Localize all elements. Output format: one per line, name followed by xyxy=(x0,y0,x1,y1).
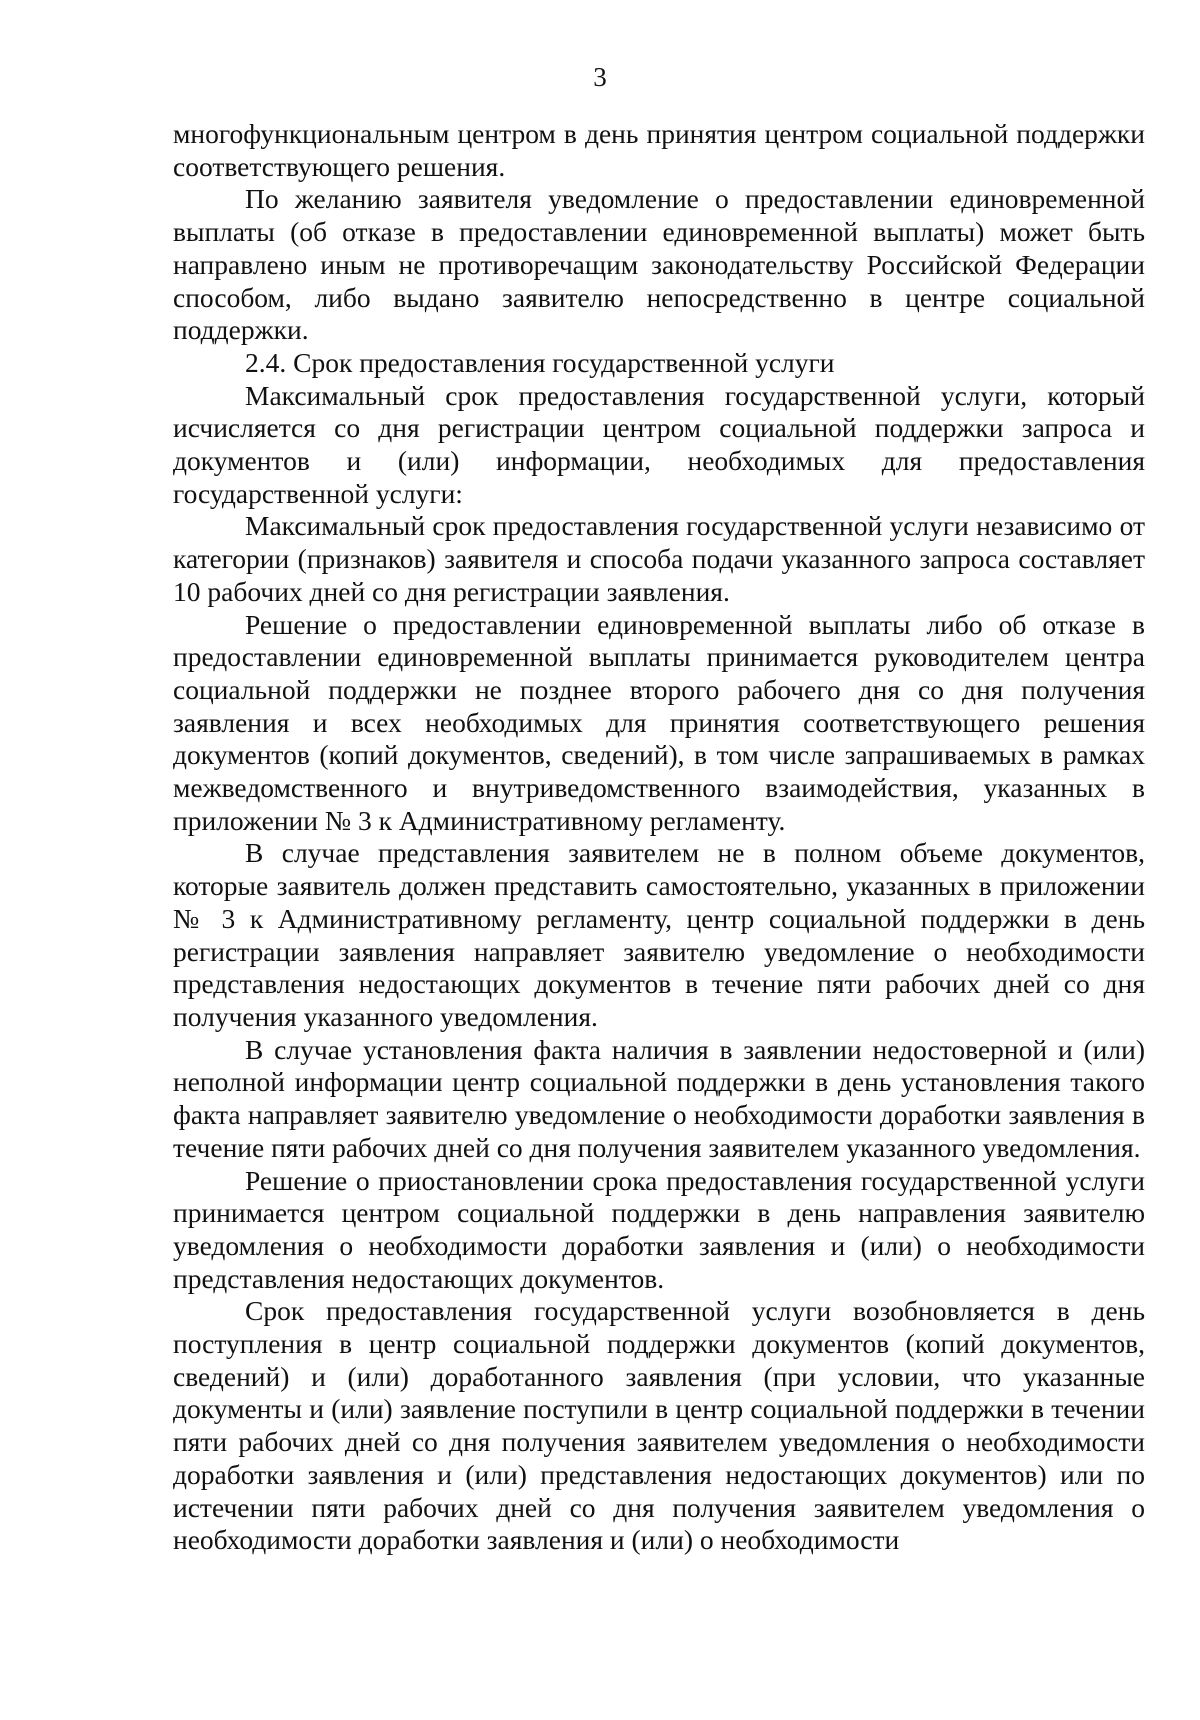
paragraph-term-resumption: Срок предоставления государственной услуги возобновляется в день поступления в центр социальной поддержки документов (копий документов, сведений) и (или) доработанного заявления (при условии, что указанные документы и (или) заявление поступили в центр социальной поддержки в течении пяти рабочих дней со дня получения заявителем уведомления о необходимости доработки заявления и (или) представления недостающих документов) или по истечении пяти рабочих дней со дня получения заявителем уведомления о необходимости доработки заявления и (или) о необходимости xyxy=(173,1295,1145,1556)
paragraph-unreliable-information: В случае установления факта наличия в заявлении недостоверной и (или) неполной информации центр социальной поддержки в день установления такого факта направляет заявителю уведомление о необходимости доработки заявления в течение пяти рабочих дней со дня получения заявителем указанного уведомления. xyxy=(173,1033,1145,1163)
paragraph-suspension-decision: Решение о приостановлении срока предоставления государственной услуги принимается центром социальной поддержки в день направления заявителю уведомления о необходимости доработки заявления и (или) о необходимости представления недостающих документов. xyxy=(173,1164,1145,1294)
paragraph-max-term-value: Максимальный срок предоставления государственной услуги независимо от категории (признаков) заявителя и способа подачи указанного запроса составляет 10 рабочих дней со дня регистрации заявления. xyxy=(173,510,1145,607)
page-number: 3 xyxy=(593,62,607,92)
paragraph-max-term-definition: Максимальный срок предоставления государственной услуги, который исчисляется со дня регистрации центром социальной поддержки запроса и документов и (или) информации, необходимых для предоставления государственной услуги: xyxy=(173,379,1145,509)
paragraph-notification-method: По желанию заявителя уведомление о предоставлении единовременной выплаты (об отказе в предоставлении единовременной выплаты) может быть направлено иным не противоречащим законодательству Российской Федерации способом, либо выдано заявителю непосредственно в центре социальной поддержки. xyxy=(173,183,1145,346)
paragraph-continuation: многофункциональным центром в день принятия центром социальной поддержки соответствующего решения. xyxy=(173,118,1145,182)
paragraph-incomplete-documents: В случае представления заявителем не в полном объеме документов, которые заявитель должен представить самостоятельно, указанных в приложении № 3 к Административному регламенту, центр социальной поддержки в день регистрации заявления направляет заявителю уведомление о необходимости представления недостающих документов в течение пяти рабочих дней со дня получения указанного уведомления. xyxy=(173,837,1145,1032)
section-heading-2-4: 2.4. Срок предоставления государственной услуги xyxy=(245,346,835,378)
document-body xyxy=(173,118,1145,1557)
paragraph-decision-deadline: Решение о предоставлении единовременной выплаты либо об отказе в предоставлении единовременной выплаты принимается руководителем центра социальной поддержки не позднее второго рабочего дня со дня получения заявления и всех необходимых для принятия соответствующего решения документов (копий документов, сведений), в том числе запрашиваемых в рамках межведомственного и внутриведомственного взаимодействия, указанных в приложении № 3 к Административному регламенту. xyxy=(173,608,1145,836)
